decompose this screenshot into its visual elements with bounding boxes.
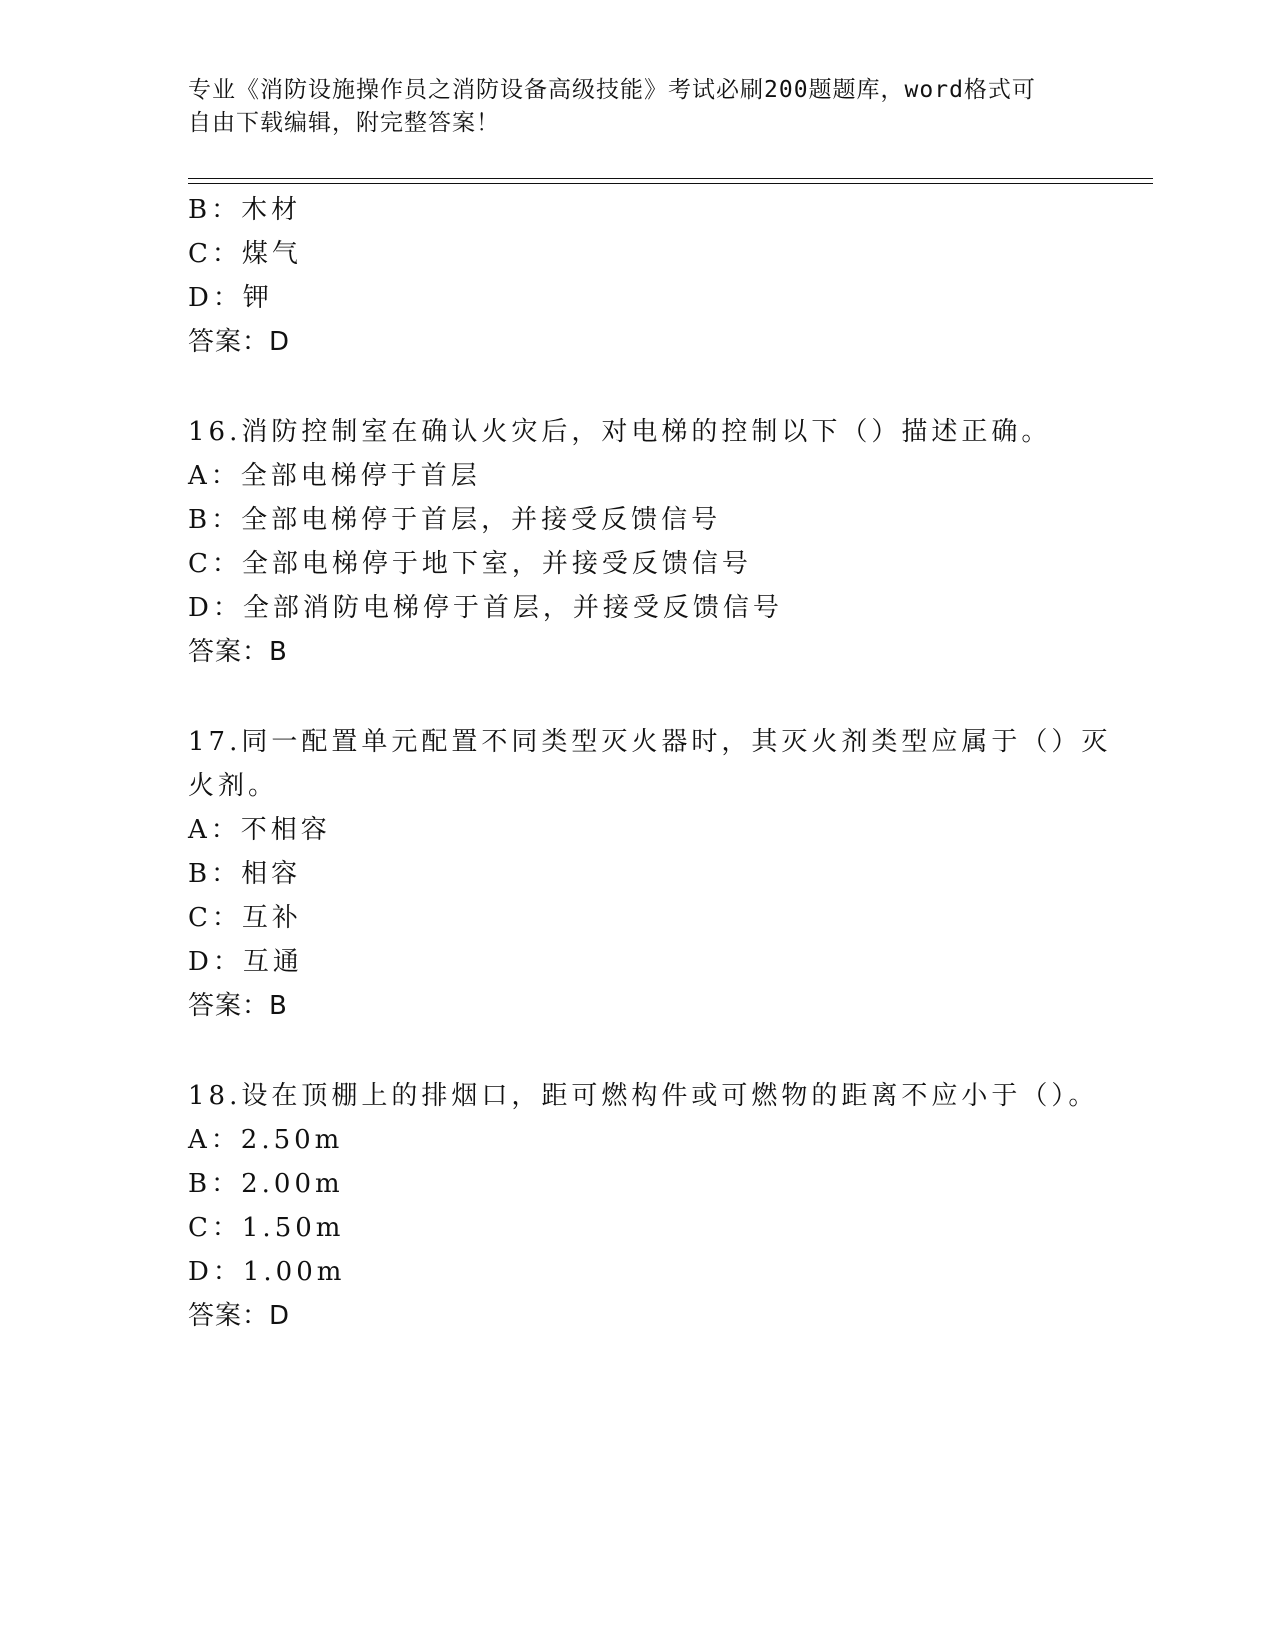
header-divider-bottom [188,183,1153,184]
header-divider-top [188,178,1153,179]
q15-option-c: C：煤气 [188,239,302,269]
q15-option-d: D：钾 [188,283,273,313]
q16-answer: 答案：B [188,637,288,667]
q15-option-b: B：木材 [188,195,302,225]
q17-answer: 答案：B [188,991,288,1021]
q17-question-line-1: 17.同一配置单元配置不同类型灭火器时，其灭火剂类型应属于（）灭 [188,727,1112,757]
q17-option-d: D：互通 [188,947,303,977]
q16-question: 16.消防控制室在确认火灾后，对电梯的控制以下（）描述正确。 [188,417,1052,447]
q18-question: 18.设在顶棚上的排烟口，距可燃构件或可燃物的距离不应小于（）。 [188,1081,1099,1111]
header-line-1: 专业《消防设施操作员之消防设备高级技能》考试必刷200题题库，word格式可 [188,77,1036,103]
q17-option-c: C：互补 [188,903,302,933]
q18-answer: 答案：D [188,1301,291,1331]
q15-answer: 答案：D [188,327,291,357]
q17-option-a: A：不相容 [188,815,331,845]
q17-option-b: B：相容 [188,859,302,889]
q18-option-d: D：1.00m [188,1257,346,1287]
q18-option-c: C：1.50m [188,1213,345,1243]
q16-option-a: A：全部电梯停于首层 [188,461,481,491]
document-header [188,74,1068,140]
q16-option-b: B：全部电梯停于首层，并接受反馈信号 [188,505,722,535]
q17-question-line-2: 火剂。 [188,771,279,801]
header-line-2: 自由下载编辑，附完整答案！ [188,110,500,136]
q18-option-a: A：2.50m [188,1125,344,1155]
q16-option-d: D：全部消防电梯停于首层，并接受反馈信号 [188,593,783,623]
q16-option-c: C：全部电梯停于地下室，并接受反馈信号 [188,549,752,579]
q18-option-b: B：2.00m [188,1169,344,1199]
